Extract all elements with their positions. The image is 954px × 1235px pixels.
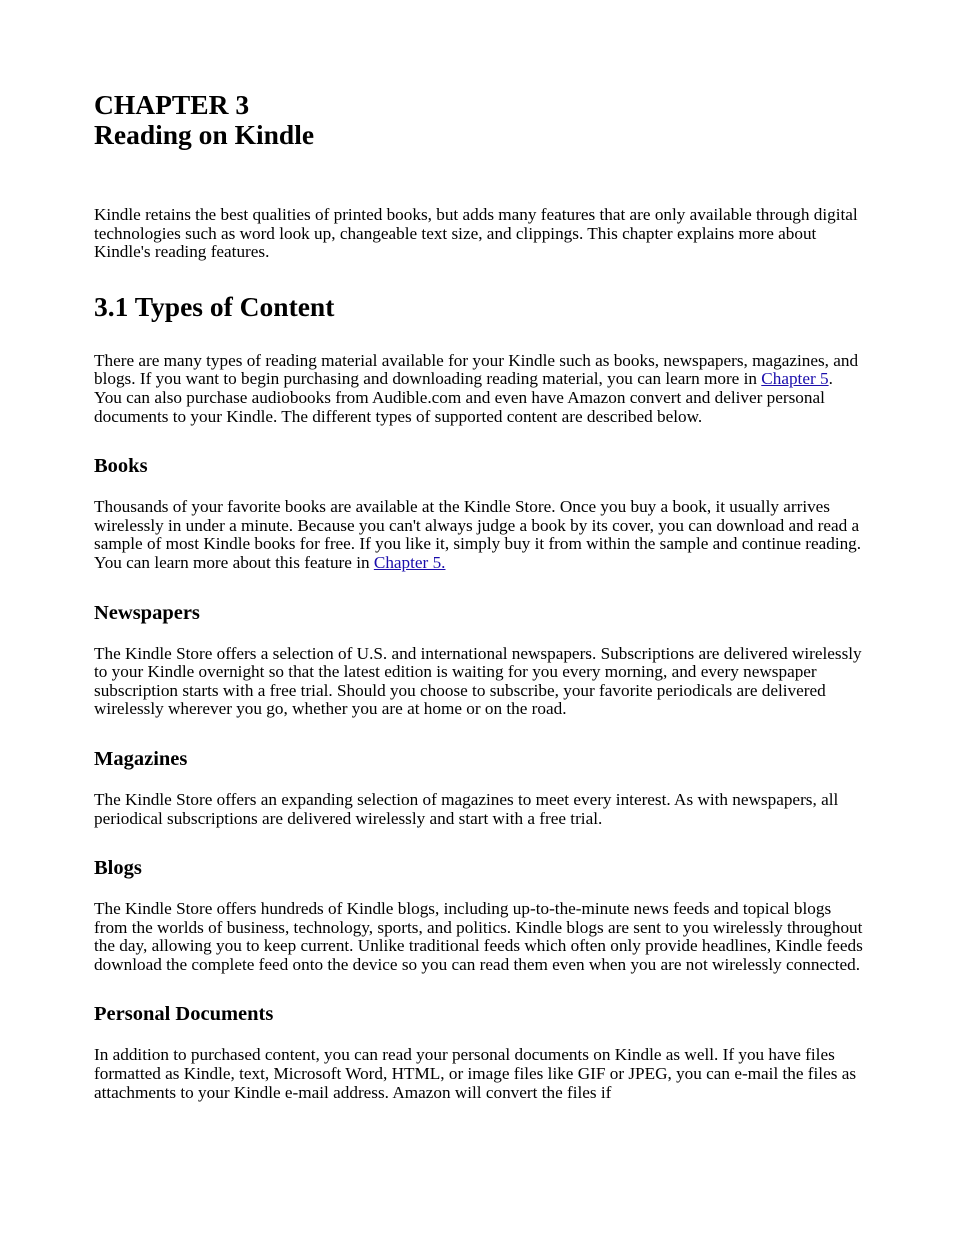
blogs-heading: Blogs (94, 857, 142, 880)
magazines-paragraph: The Kindle Store offers an expanding selection of magazines to meet every interest. As with newspapers, all periodical subscriptions are delivered wirelessly and start with a free trial. (94, 789, 839, 828)
books-chapter-5-link[interactable]: Chapter 5. (373, 552, 446, 572)
personal-documents-paragraph: In addition to purchased content, you can read your personal documents on Kindle as well. If you have files formatted as Kindle, text, Microsoft Word, HTML, or image files like GIF or JPEG, you can e-mail the files as attachments to your Kindle e-mail address. Amazon will convert the files if (94, 1045, 857, 1102)
section-intro-paragraph (94, 352, 864, 426)
books-heading: Books (94, 455, 148, 478)
chapter-intro: Kindle retains the best qualities of printed books, but adds many features that are only available through digital technologies such as word look up, changeable text size, and clippings. This chapter explains more about Kindle's reading features. (94, 205, 858, 262)
personal-documents-heading: Personal Documents (94, 1003, 274, 1026)
section-title-types-of-content: 3.1 Types of Content (94, 290, 335, 322)
section-text-after-link: . You can also purchase audiobooks from Audible.com and even have Amazon convert and deliver personal documents to your Kindle. The different types of supported content are described below. (94, 369, 833, 426)
books-text: Thousands of your favorite books are available at the Kindle Store. Once you buy a book, it usually arrives wirelessly in under a minute. Because you can't always judge a book by its cover, you can download and read a sample of most Kindle books for free. If you like it, simply buy it from within the sample and continue reading. You can learn more about this feature in (94, 497, 862, 572)
newspapers-paragraph: The Kindle Store offers a selection of U.S. and international newspapers. Subscriptions are delivered wirelessly to your Kindle overnight so that the latest edition is waiting for you every morning, and every newspaper subscription starts with a free trial. Should you choose to subscribe, your favorite periodicals are delivered wirelessly wherever you go, whether you are at home or on the road. (94, 643, 862, 719)
magazines-heading: Magazines (94, 747, 188, 770)
chapter-5-link[interactable]: Chapter 5 (761, 369, 829, 389)
blogs-paragraph: The Kindle Store offers hundreds of Kindle blogs, including up-to-the-minute news feeds and topical blogs from the worlds of business, technology, sports, and politics. Kindle blogs are sent to you wirelessly throughout the day, allowing you to keep current. Unlike traditional feeds which often only provide headlines, Kindle feeds download the complete feed onto the device so you can read them even when you are not wirelessly connected. (94, 899, 863, 974)
chapter-name: Reading on Kindle (94, 119, 315, 150)
document-body (94, 90, 864, 1102)
section-text-before-link: There are many types of reading material available for your Kindle such as books, newspapers, magazines, and blogs. If you want to begin purchasing and downloading reading material, you can learn more in (94, 350, 859, 389)
newspapers-heading: Newspapers (94, 601, 200, 624)
chapter-number: CHAPTER 3 (94, 89, 250, 120)
books-paragraph (94, 498, 864, 572)
chapter-title (94, 90, 864, 150)
